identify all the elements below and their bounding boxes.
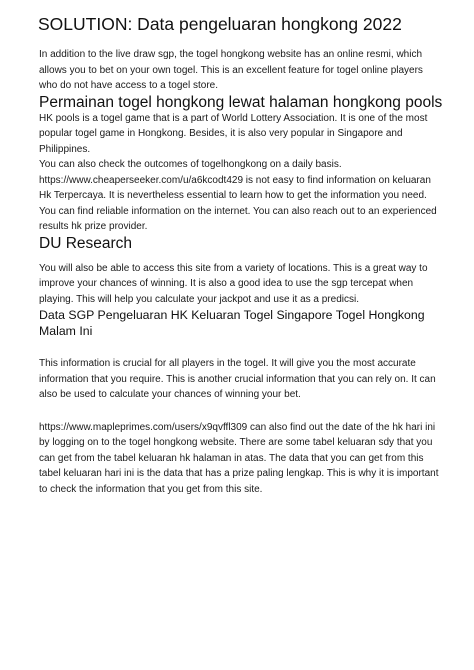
section1-heading: Permainan togel hongkong lewat halaman hongkong pools: [39, 93, 443, 111]
section2-paragraph-1: You will also be able to access this site from a variety of locations. This is a great way to improve your chances of winning. It is also a good idea to use the sgp tercepat when playing. This will help you calculate your jackpot and use it as a predicsi.: [39, 262, 428, 305]
spacer: [39, 252, 444, 261]
spacer: [39, 339, 444, 356]
section1-paragraph-2: You can also check the outcomes of togelhongkong on a daily basis.: [39, 159, 342, 170]
intro-paragraph: In addition to the live draw sgp, the togel hongkong website has an online resmi, which allows you to bet on your own togel. This is an excellent feature for togel online players who do not have access to a togel store.: [39, 49, 423, 91]
section3-paragraph-2: https://www.mapleprimes.com/users/x9qvffl309 can also find out the date of the hk hari ini by logging on to the togel hongkong website. There are some tabel keluaran sdy that you can get from the tabel keluaran hk halaman in atas. The data that you can get from this tabel keluaran hari ini is the data that has a prize paling lengkap. This is why it is important to check the information that you get from this site.: [39, 421, 439, 495]
section1-paragraph-1: HK pools is a togel game that is a part of World Lottery Association. It is one of the most popular togel game in Hongkong. Besides, it is also very popular in Singapore and Philippines.: [39, 112, 428, 155]
section3-heading: Data SGP Pengeluaran HK Keluaran Togel Singapore Togel Hongkong Malam Ini: [39, 308, 425, 338]
spacer: [39, 403, 444, 420]
document-title: SOLUTION: Data pengeluaran hongkong 2022: [38, 14, 402, 34]
section1-paragraph-3: https://www.cheaperseeker.com/u/a6kcodt429 is not easy to find information on keluaran Hk Terpercaya. It is nevertheless essential to learn how to get the information you need. You can find reliable information on the internet. You can also reach out to an experienced results hk prize provider.: [39, 174, 437, 232]
section3-paragraph-1: This information is crucial for all players in the togel. It will give you the most accurate information that you require. This is another crucial information that you can rely on. It can also be used to calculate your chances of winning your bet.: [39, 358, 436, 400]
section2-heading: DU Research: [39, 234, 133, 252]
